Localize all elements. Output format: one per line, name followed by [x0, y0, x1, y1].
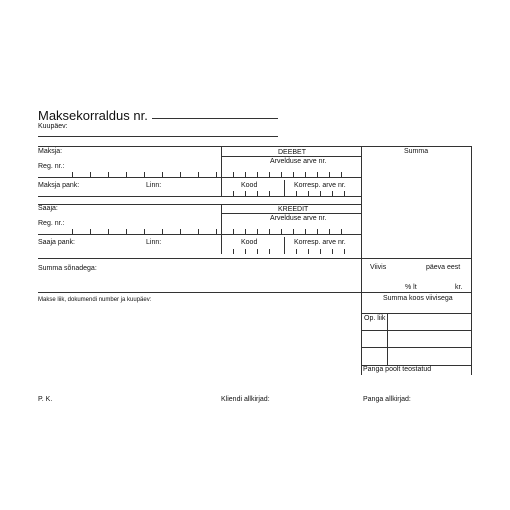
- payer-reg-label: Reg. nr.:: [38, 163, 65, 170]
- total-with-penalty-field[interactable]: [388, 331, 470, 364]
- form-right-border: [471, 146, 472, 375]
- date-line[interactable]: [38, 136, 278, 137]
- operation-type-label: Op. liik: [364, 315, 386, 322]
- penalty-days-label: päeva eest: [426, 264, 461, 271]
- sum-in-words-label: Summa sõnadega:: [38, 265, 97, 272]
- penalty-kr-label: kr.: [455, 284, 463, 291]
- recipient-reg-label: Reg. nr.:: [38, 220, 65, 227]
- bank-executed-label: Panga poolt teostatud: [363, 366, 432, 373]
- document-title: Maksekorraldus nr.: [38, 108, 148, 123]
- credit-account-label: Arvelduse arve nr.: [270, 215, 327, 222]
- recipient-column-divider: [221, 204, 222, 254]
- form-top-border: [38, 146, 471, 147]
- recipient-bank-label: Saaja pank:: [38, 239, 75, 246]
- bank-signature-field[interactable]: [410, 392, 470, 404]
- client-signatures-label: Kliendi allkirjad:: [221, 396, 270, 403]
- recipient-city-label: Linn:: [146, 239, 162, 246]
- payer-label: Maksja:: [38, 148, 63, 155]
- date-label: Kuupäev:: [38, 123, 68, 130]
- client-signature-field[interactable]: [272, 392, 352, 404]
- sum-column-divider: [361, 146, 362, 375]
- payer-code-label: Kood: [241, 182, 258, 189]
- payer-corr-label: Korresp. arve nr.: [294, 182, 346, 189]
- payer-bank-label: Maksja pank:: [38, 182, 80, 189]
- stamp-label: P. K.: [38, 396, 53, 403]
- payer-city-label: Linn:: [146, 182, 162, 189]
- recipient-label: Saaja:: [38, 205, 58, 212]
- sum-heading: Summa: [404, 148, 429, 155]
- debit-account-label: Arvelduse arve nr.: [270, 158, 327, 165]
- recipient-code-label: Kood: [241, 239, 258, 246]
- total-with-penalty-label: Summa koos viivisega: [383, 295, 453, 302]
- sum-in-words-field[interactable]: [115, 262, 359, 284]
- payment-type-label: Makse liik, dokumendi number ja kuupäev:: [38, 297, 152, 303]
- recipient-corr-label: Korresp. arve nr.: [294, 239, 346, 246]
- bank-signatures-label: Panga allkirjad:: [363, 396, 411, 403]
- document-number-line[interactable]: [152, 118, 278, 119]
- penalty-label: Viivis: [370, 264, 387, 271]
- penalty-percent-label: % lt: [405, 284, 417, 291]
- payer-column-divider: [221, 146, 222, 196]
- debit-heading: DEEBET: [278, 149, 307, 156]
- credit-heading: KREEDIT: [278, 206, 309, 213]
- payment-type-field[interactable]: [38, 306, 358, 366]
